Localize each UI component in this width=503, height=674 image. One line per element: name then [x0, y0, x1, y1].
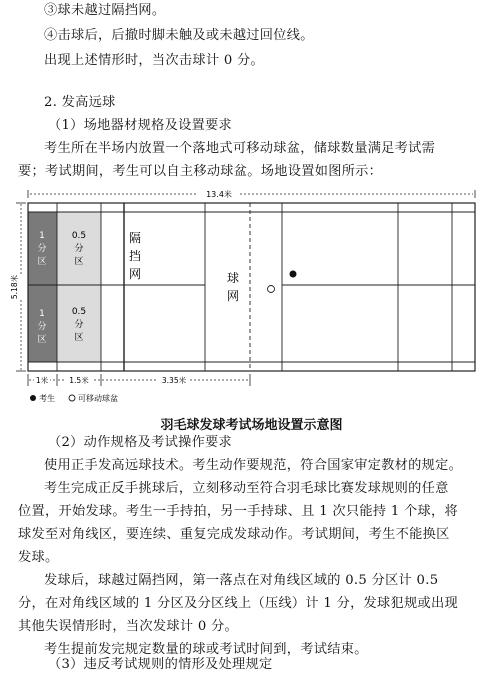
svg-text:分: 分: [37, 322, 47, 332]
paragraph-line: 位置，开始发球。考生一手持拍，另一手持球、且 1 次只能持 1 个球，将: [18, 504, 458, 519]
paragraph-line: ③球未越过隔挡网。: [44, 3, 166, 18]
dim-1m-label: 1米: [35, 376, 49, 385]
candidate-marker: [290, 271, 297, 278]
paragraph-line: 考生完成正反手挑球后，立刻移动至符合羽毛球比赛发球规则的任意: [44, 481, 449, 496]
paragraph-line: 使用正手发高远球技术。考生动作要规范，符合国家审定教材的规定。: [44, 458, 463, 473]
paragraph-line: 出现上述情形时，当次击球计 0 分。: [44, 53, 264, 68]
subsection-heading: （1）场地器材规格及设置要求: [48, 118, 233, 133]
subsection-heading: （3）违反考试规则的情形及处理规定: [48, 657, 273, 672]
svg-text:区: 区: [37, 257, 47, 267]
subsection-heading: （2）动作规格及考试操作要求: [48, 435, 233, 450]
ball-basin-marker: [268, 286, 275, 293]
svg-text:分: 分: [74, 320, 84, 330]
legend-candidate-icon: [30, 395, 36, 401]
legend-basin-icon: [69, 395, 75, 401]
dim-3-35m-label: 3.35米: [161, 376, 187, 385]
section-heading: 2. 发高远球: [44, 95, 116, 110]
svg-text:区: 区: [37, 335, 47, 345]
svg-text:1: 1: [39, 231, 45, 241]
svg-text:挡: 挡: [128, 249, 142, 263]
svg-text:0.5: 0.5: [71, 231, 87, 241]
width-dimension-label: 13.4米: [206, 190, 232, 199]
paragraph-line: ④击球后，后撤时脚未触及或未越过回位线。: [44, 28, 314, 43]
svg-text:分: 分: [74, 244, 84, 254]
dim-1-5m-label: 1.5米: [69, 376, 89, 385]
paragraph-line: 发球。: [18, 550, 59, 565]
svg-text:区: 区: [74, 257, 84, 267]
paragraph-line: 其他失误情形时，当次发球计 0 分。: [18, 619, 238, 634]
paragraph-line: 发球后，球越过隔挡网，第一落点在对角线区域的 0.5 分区计 0.5: [44, 573, 439, 588]
svg-text:1: 1: [39, 309, 45, 319]
svg-text:0.5: 0.5: [71, 307, 87, 317]
net-label: 球: [226, 271, 240, 285]
paragraph-line: 分，在对角线区域的 1 分区及分区线上（压线）计 1 分，发球犯规或出现: [18, 596, 458, 611]
paragraph-line: 要；考试期间，考生可以自主移动球盆。场地设置如图所示：: [18, 164, 383, 179]
barrier-label: 隔: [128, 231, 142, 245]
paragraph-line: 考生提前发完规定数量的球或考试时间到，考试结束。: [44, 642, 368, 657]
svg-text:网: 网: [226, 289, 240, 303]
svg-text:分: 分: [37, 244, 47, 254]
paragraph-line: 球发至对角线区，要连续、重复完成发球动作。考试期间，考生不能换区: [18, 527, 450, 542]
paragraph-line: 考生所在半场内放置一个落地式可移动球盆，储球数量满足考试需: [44, 141, 436, 156]
legend-candidate-label: 考生: [39, 394, 55, 403]
figure-caption: 羽毛球发球考试场地设置示意图: [160, 418, 343, 433]
court-diagram: [0, 182, 503, 412]
svg-text:网: 网: [128, 267, 142, 281]
svg-text:区: 区: [74, 333, 84, 343]
legend-basin-label: 可移动球盆: [78, 394, 118, 403]
height-dimension-label: 5.18米: [10, 274, 19, 300]
